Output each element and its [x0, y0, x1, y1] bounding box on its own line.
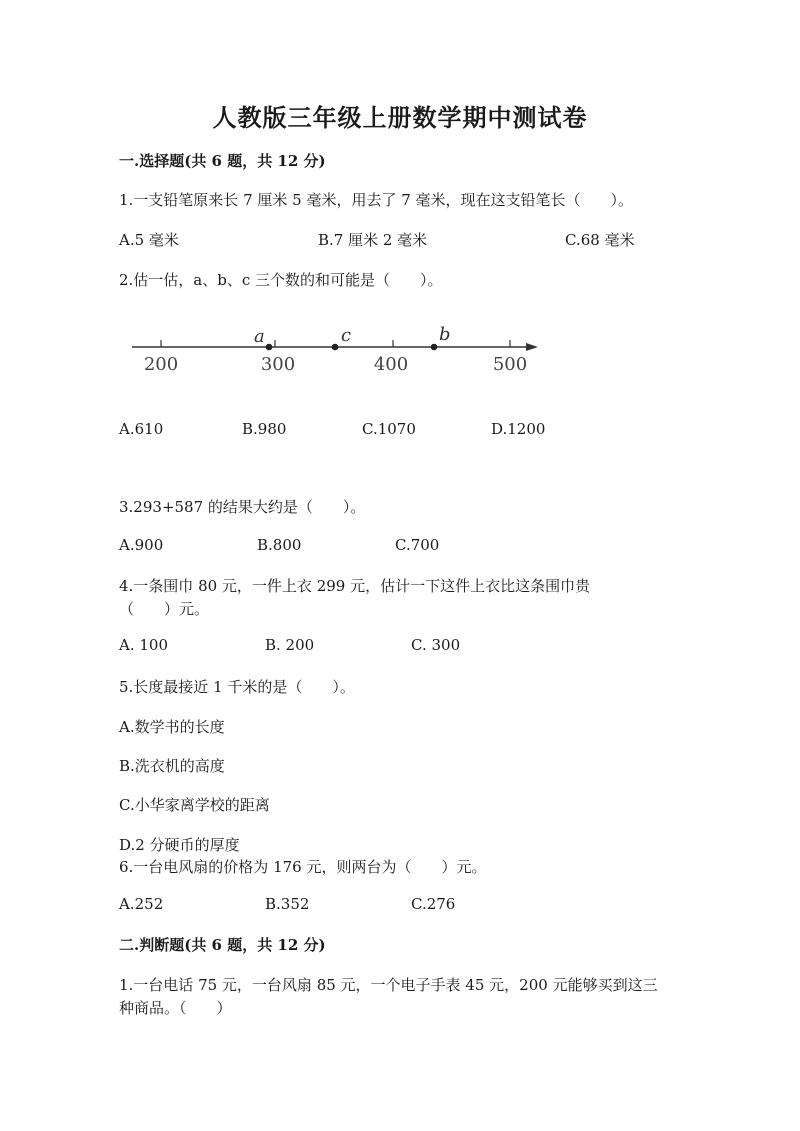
q5-option-c[interactable]: C.小华家离学校的距离	[119, 796, 270, 814]
question-4-line-2: （ ）元。	[119, 600, 210, 618]
tick-label-500: 500	[492, 354, 528, 375]
question-4-line-1: 4.一条围巾 80 元，一件上衣 299 元，估计一下这件上衣比这条围巾贵	[119, 577, 591, 595]
q6-option-c[interactable]: C.276	[411, 895, 456, 913]
q5-option-d[interactable]: D.2 分硬币的厚度	[119, 836, 240, 854]
question-3: 3.293+587 的结果大约是（ ）。	[119, 498, 366, 516]
q4-option-c[interactable]: C. 300	[411, 636, 461, 654]
question-1: 1.一支铅笔原来长 7 厘米 5 毫米，用去了 7 毫米，现在这支铅笔长（ ）。	[119, 191, 634, 209]
tick-label-300: 300	[260, 354, 296, 375]
q3-option-a[interactable]: A.900	[119, 536, 164, 554]
q3-option-b[interactable]: B.800	[257, 536, 302, 554]
point-c	[332, 344, 339, 351]
q1-option-b[interactable]: B.7 厘米 2 毫米	[318, 231, 428, 249]
tick-label-400: 400	[373, 354, 409, 375]
page-title: 人教版三年级上册数学期中测试卷	[212, 103, 588, 132]
q6-option-a[interactable]: A.252	[119, 895, 164, 913]
point-b	[431, 344, 438, 351]
q5-option-b[interactable]: B.洗衣机的高度	[119, 757, 225, 775]
q4-option-b[interactable]: B. 200	[265, 636, 315, 654]
point-a-label: a	[254, 326, 265, 347]
judgement-question-1-line-2: 种商品。（ ）	[119, 999, 232, 1017]
q4-option-a[interactable]: A. 100	[119, 636, 168, 654]
q2-option-b[interactable]: B.980	[242, 420, 287, 438]
q2-option-c[interactable]: C.1070	[362, 420, 416, 438]
section-heading-choice: 一.选择题(共 6 题，共 12 分)	[119, 152, 326, 170]
point-b-label: b	[439, 324, 451, 345]
q5-option-a[interactable]: A.数学书的长度	[119, 718, 225, 736]
q2-option-a[interactable]: A.610	[119, 420, 164, 438]
q6-option-b[interactable]: B.352	[265, 895, 310, 913]
question-2: 2.估一估，a、b、c 三个数的和可能是（ ）。	[119, 271, 443, 289]
number-line-figure	[128, 318, 548, 380]
judgement-question-1-line-1: 1.一台电话 75 元，一台风扇 85 元，一个电子手表 45 元，200 元能够买到这三	[119, 976, 658, 994]
point-a	[266, 344, 273, 351]
number-line-arrow	[526, 343, 538, 351]
q1-option-c[interactable]: C.68 毫米	[565, 231, 635, 249]
question-6: 6.一台电风扇的价格为 176 元，则两台为（ ）元。	[119, 858, 487, 876]
point-c-label: c	[341, 325, 352, 346]
section-heading-judgement: 二.判断题(共 6 题，共 12 分)	[119, 936, 326, 954]
tick-label-200: 200	[143, 354, 179, 375]
q2-option-d[interactable]: D.1200	[491, 420, 546, 438]
q3-option-c[interactable]: C.700	[395, 536, 440, 554]
q1-option-a[interactable]: A.5 毫米	[119, 231, 179, 249]
question-5: 5.长度最接近 1 千米的是（ ）。	[119, 678, 355, 696]
